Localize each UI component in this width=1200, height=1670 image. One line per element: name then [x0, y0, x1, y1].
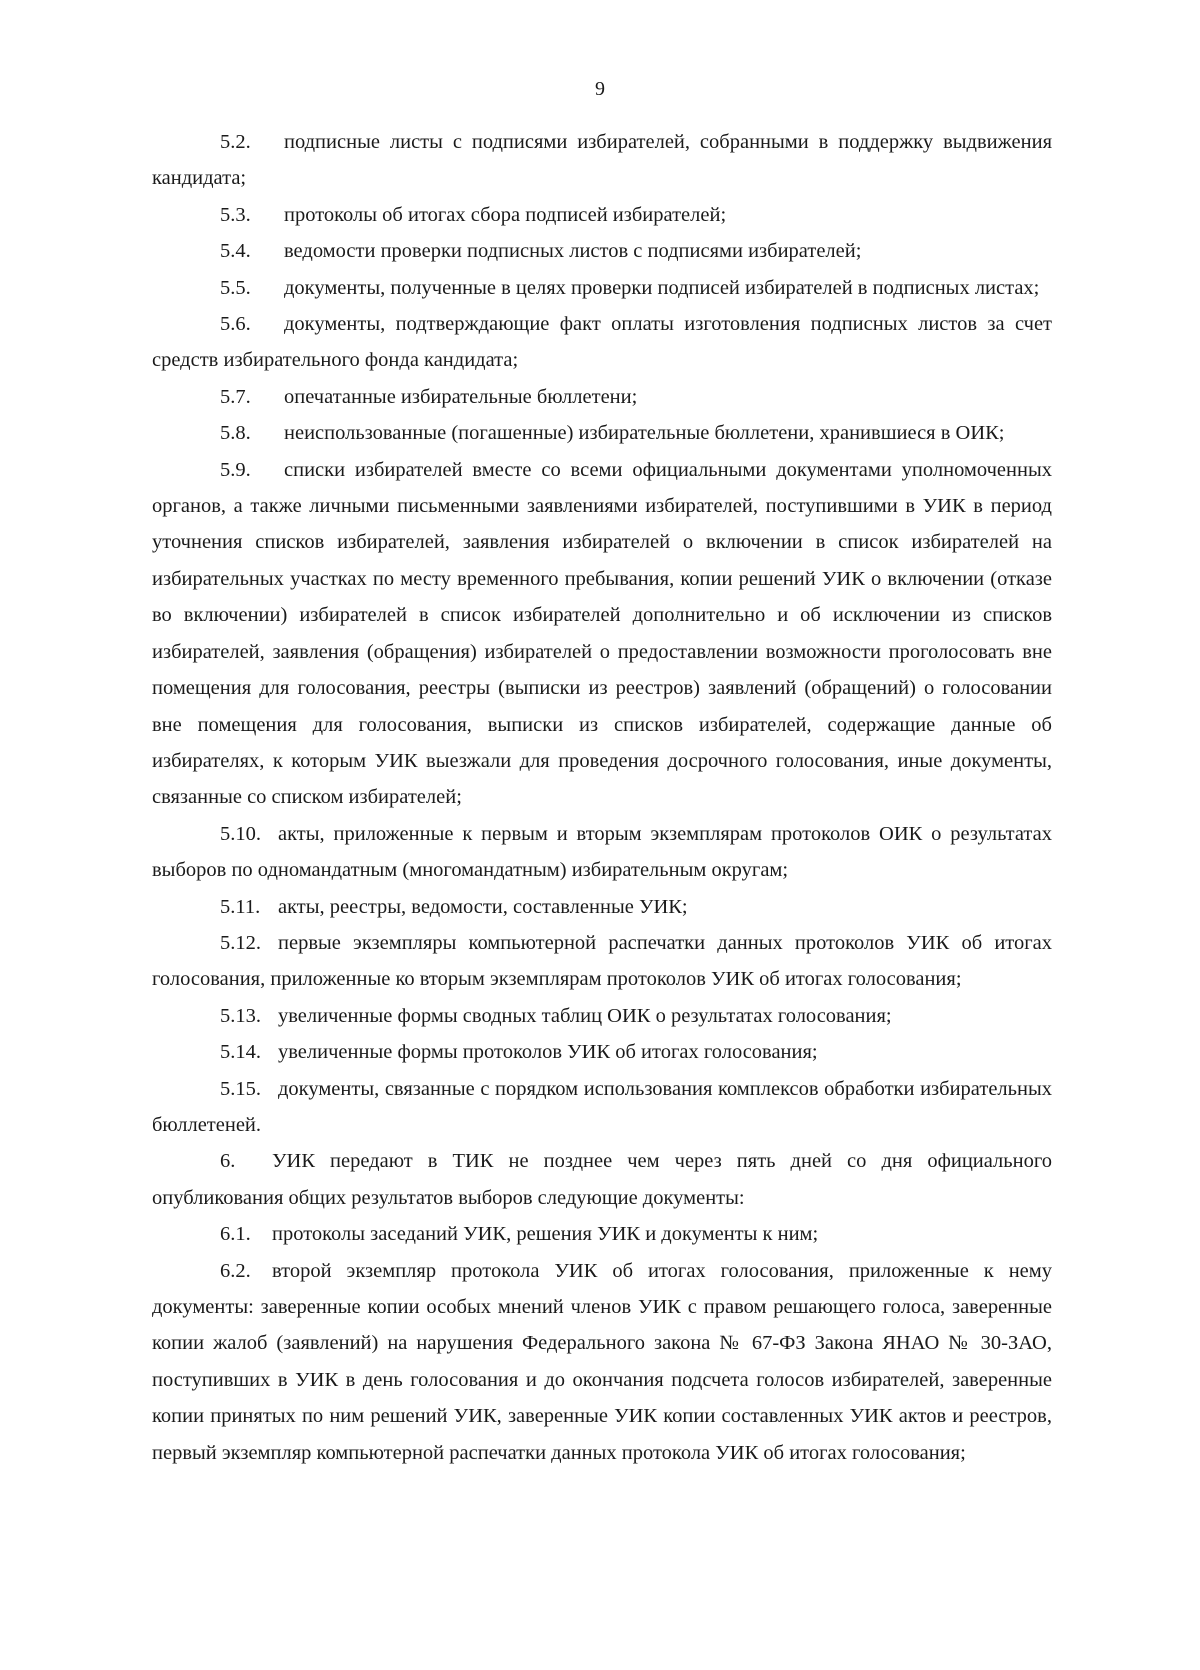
list-item	[152, 1216, 1052, 1252]
item-text: увеличенные формы протоколов УИК об итогах голосования;	[278, 1041, 818, 1064]
list-item	[152, 1034, 1052, 1070]
item-text: документы, подтверждающие факт оплаты изготовления подписных листов за счет средств избирательного фонда кандидата;	[152, 313, 1052, 372]
item-number: 5.13.	[220, 1004, 261, 1027]
item-text: опечатанные избирательные бюллетени;	[284, 385, 638, 408]
item-number: 5.8.	[220, 422, 251, 445]
list-item	[152, 233, 1052, 269]
list-item	[152, 452, 1052, 816]
item-text: увеличенные формы сводных таблиц ОИК о результатах голосования;	[278, 1004, 892, 1027]
item-number: 5.11.	[220, 895, 261, 918]
item-text: первые экземпляры компьютерной распечатки данных протоколов УИК об итогах голосования, приложенные ко вторым экземплярам протоколов УИК об итогах голосования;	[152, 931, 1052, 991]
list-item	[152, 270, 1052, 306]
item-text: неиспользованные (погашенные) избирательные бюллетени, хранившиеся в ОИК;	[284, 422, 1005, 445]
item-text: УИК передают в ТИК не позднее чем через пять дней со дня официального опубликования общих результатов выборов следующие документы:	[152, 1150, 1052, 1209]
item-text: документы, полученные в целях проверки подписей избирателей в подписных листах;	[284, 276, 1040, 299]
item-number: 5.5.	[220, 276, 251, 299]
item-text: акты, приложенные к первым и вторым экземплярам протоколов ОИК о результатах выборов по одномандатным (многомандатным) избирательным округам;	[152, 822, 1052, 882]
item-number: 6.1.	[220, 1223, 251, 1246]
list-item	[152, 1143, 1052, 1216]
item-number: 5.4.	[220, 240, 251, 263]
document-body	[152, 124, 1052, 1471]
item-text: акты, реестры, ведомости, составленные УИК;	[278, 895, 688, 918]
item-text: списки избирателей вместе со всеми официальными документами уполномоченных органов, а также личными письменными заявлениями избирателей, поступившими в УИК в период уточнения списков избирателей, заявления избирателей о включении в список избирателей на избирательных участках по месту временного пребывания, копии решений УИК о включении (отказе во включении) избирателей в список избирателей дополнительно и об исключении из списков избирателей, заявления (обращения) избирателей о предоставлении возможности проголосовать вне помещения для голосования, реестры (выписки из реестров) заявлений (обращений) о голосовании вне помещения для голосования, выписки из списков избирателей, содержащие данные об избирателях, к которым УИК выезжали для проведения досрочного голосования, иные документы, связанные со списком избирателей;	[152, 458, 1052, 809]
list-item	[152, 889, 1052, 925]
list-item	[152, 379, 1052, 415]
list-item	[152, 415, 1052, 451]
item-number: 5.2.	[220, 131, 251, 153]
item-number: 5.6.	[220, 313, 251, 336]
item-number: 5.7.	[220, 385, 251, 408]
item-text: ведомости проверки подписных листов с подписями избирателей;	[284, 240, 862, 263]
item-number: 5.12.	[220, 931, 261, 954]
item-number: 6.2.	[220, 1259, 251, 1282]
item-number: 5.3.	[220, 203, 251, 226]
item-number: 6.	[220, 1150, 236, 1173]
page-number: 9	[595, 78, 605, 100]
list-item	[152, 925, 1052, 998]
list-item	[152, 1071, 1052, 1144]
item-text: протоколы заседаний УИК, решения УИК и документы к ним;	[272, 1223, 819, 1246]
item-number: 5.10.	[220, 822, 261, 845]
list-item	[152, 124, 1052, 197]
list-item	[152, 1253, 1052, 1471]
list-item	[152, 998, 1052, 1034]
list-item	[152, 197, 1052, 233]
item-text: подписные листы с подписями избирателей, собранными в поддержку выдвижения кандидата;	[152, 131, 1052, 190]
item-text: второй экземпляр протокола УИК об итогах голосования, приложенные к нему документы: заверенные копии особых мнений членов УИК с правом решающего голоса, заверенные копии жалоб (заявлений) на нарушения Федерального закона № 67-ФЗ Закона ЯНАО № 30-ЗАО, поступивших в УИК в день голосования и до окончания подсчета голосов избирателей, заверенные копии принятых по ним решений УИК, заверенные УИК копии составленных УИК актов и реестров, первый экземпляр компьютерной распечатки данных протокола УИК об итогах голосования;	[152, 1259, 1052, 1464]
item-number: 5.15.	[220, 1077, 261, 1100]
item-text: протоколы об итогах сбора подписей избирателей;	[284, 203, 727, 226]
item-text: документы, связанные с порядком использования комплексов обработки избирательных бюллетеней.	[152, 1077, 1052, 1136]
item-number: 5.14.	[220, 1041, 261, 1064]
list-item	[152, 306, 1052, 379]
list-item	[152, 816, 1052, 889]
item-number: 5.9.	[220, 458, 251, 481]
